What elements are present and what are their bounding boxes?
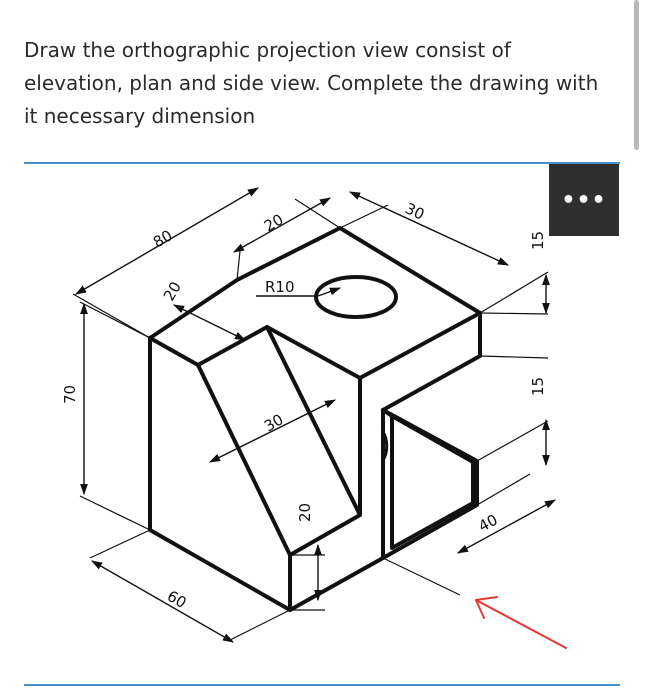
dimension-lines bbox=[76, 188, 555, 642]
dim-15-mid: 15 bbox=[529, 376, 547, 396]
more-horizontal-icon: ••• bbox=[561, 187, 607, 213]
dim-20-bottom: 20 bbox=[296, 502, 314, 522]
edge-upper-block bbox=[360, 313, 480, 410]
edge-top-left bbox=[150, 228, 480, 338]
dim-15-top: 15 bbox=[529, 230, 547, 250]
dim-60: 60 bbox=[164, 586, 190, 613]
edge-incline bbox=[198, 365, 360, 555]
dim-20-top: 20 bbox=[261, 210, 287, 236]
dim-30-top: 30 bbox=[402, 199, 428, 224]
object-outline bbox=[150, 228, 480, 613]
dim-30-mid: 30 bbox=[261, 410, 287, 436]
dim-70: 70 bbox=[61, 384, 79, 404]
edge-left-face bbox=[150, 338, 290, 613]
question-text: Draw the orthographic projection view consist of elevation, plan and side view. Complete the drawing with it necessary dimension bbox=[24, 38, 599, 128]
dim-20-left: 20 bbox=[159, 278, 186, 304]
more-options-button[interactable] bbox=[549, 164, 619, 236]
extension-lines bbox=[73, 199, 548, 640]
hole-circle bbox=[316, 277, 396, 317]
dim-40: 40 bbox=[475, 510, 501, 536]
dim-80: 80 bbox=[150, 226, 176, 252]
edge-slot bbox=[383, 410, 477, 558]
edge-top-front bbox=[150, 327, 360, 378]
dim-r10: R10 bbox=[265, 278, 295, 296]
red-arrow-icon bbox=[476, 597, 566, 648]
